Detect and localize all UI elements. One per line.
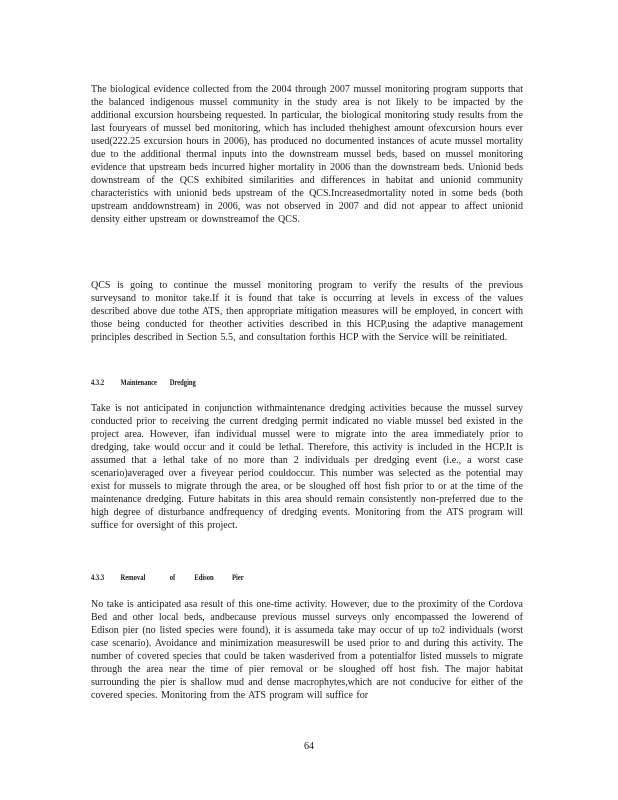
section-number: 4.3.3 xyxy=(91,573,105,582)
section-heading-4-3-2 xyxy=(91,377,445,389)
section-heading-4-3-3 xyxy=(91,572,445,584)
paragraph-continued-monitoring: QCS is going to continue the mussel monitoring program to verify the results of the previous surveysand to monitor take.If it is found that take is occurring at levels in excess of the values described above due tothe ATS, then appropriate mitigation measures will be employed, in concert with those being conducted for theother activities described in this HCP,using the adaptive management principles described in Section 5.5, and consultation forthis HCP with the Service will be reinitiated. xyxy=(91,280,523,343)
section-title-word: Maintenance xyxy=(120,378,157,387)
paragraph-maintenance-dredging: Take is not anticipated in conjunction withmaintenance dredging activities because the mussel survey conducted prior to receiving the current dredging permit indicated no viable mussel bed existed in the project area. However, ifan individual mussel were to migrate into the area immediately prior to dredging, take would occur and it could be lethal. Therefore, this activity is included in the HCP.It is assumed that a lethal take of no more than 2 individuals per dredging event (i.e., a worst case scenario)averaged over a fiveyear period couldoccur. This number was selected as the potential may exist for mussels to migrate through the area, or be sloughed off host fish prior to or at the time of the maintenance dredging. Future habitats in this area should remain consistently non-preferred due to the high degree of disturbance andfrequency of dredging events. Monitoring from the ATS program will suffice for oversight of this project. xyxy=(91,403,523,531)
section-title-word: of xyxy=(169,573,176,582)
paragraph-mussel-monitoring-evidence: The biological evidence collected from the 2004 through 2007 mussel monitoring program supports that the balanced indigenous mussel community in the study area is not likely to be impacted by the additional excursion hoursbeing requested. In particular, the biological monitoring study results from the last fouryears of mussel bed monitoring, which has included thehighest amount ofexcursion hours ever used(222.25 excursion hours in 2006), has produced no documented instances of acute mussel mortality due to the additional thermal inputs into the downstream mussel beds, based on mussel monitoring evidence that upstream beds incurred higher mortality in 2006 than the downstream beds. Unionid beds downstream of the QCS exhibited similarities and differences in habitat and unionid community characteristics with unionid beds upstream of the QCS.Increasedmortality noted in some beds (both upstream anddownstream) in 2006, was not observed in 2007 and did not appear to affect unionid density either upstream or downstreamof the QCS. xyxy=(91,84,523,225)
paragraph-edison-pier-removal: No take is anticipated asa result of this one-time activity. However, due to the proximity of the Cordova Bed and other local beds, andbecause previous mussel surveys only encompassed the lowerend of Edison pier (no listed species were found), it is assumeda take may occur of up to2 individuals (worst case scenario). Avoidance and minimization measureswill be used prior to and during this activity. The number of covered species that could be taken wasderived from a potentialfor listed mussels to migrate through the area near the time of pier removal or be sloughed off host fish. The major habitat surrounding the pier is shallow mud and dense macrophytes,which are not conducive for either of the covered species. Monitoring from the ATS program will suffice for xyxy=(91,599,523,701)
section-title-word: Dredging xyxy=(169,378,196,387)
section-title-word: Edison xyxy=(194,573,214,582)
section-number: 4.3.2 xyxy=(91,378,105,387)
section-title-word: Removal xyxy=(120,573,146,582)
page-number: 64 xyxy=(304,741,314,752)
section-title-word: Pier xyxy=(232,573,244,582)
